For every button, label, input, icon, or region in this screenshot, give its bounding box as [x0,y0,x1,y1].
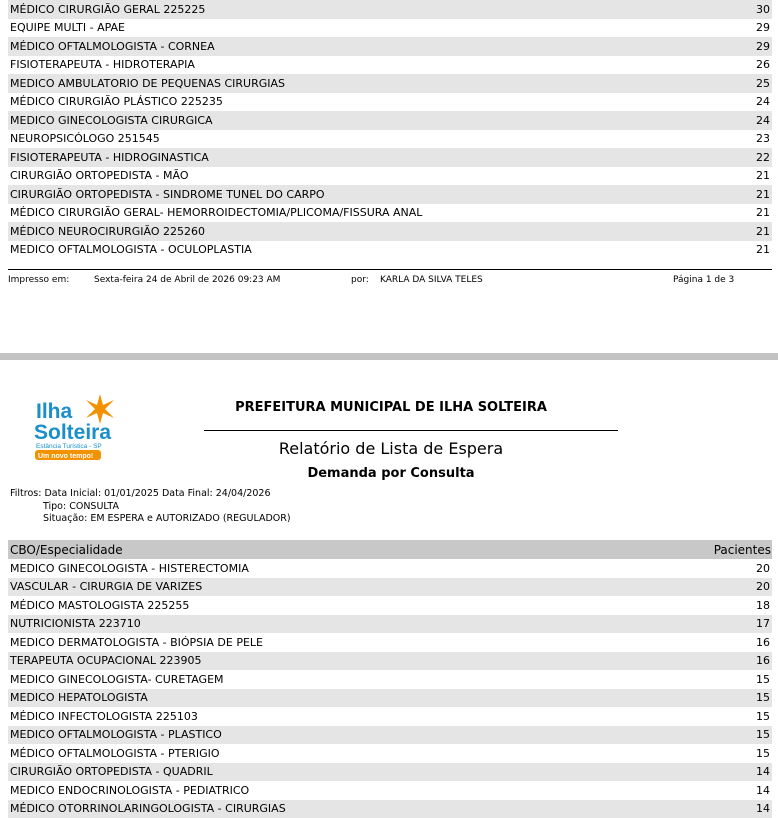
logo-slogan: Um novo tempo! [38,453,93,460]
row-count: 21 [756,169,770,182]
logo-tagline: Estância Turística - SP [36,443,102,450]
table-row [8,241,772,260]
printed-date: Sexta-feira 24 de Abril de 2026 09:23 AM [94,275,280,285]
row-specialty: NEUROPSICÓLOGO 251545 [10,132,160,145]
printed-label: Impresso em: [8,275,69,285]
page2-table [8,559,772,818]
printed-by-label: por: [351,275,369,285]
row-count: 24 [756,114,770,127]
footer-divider [8,269,772,270]
title-divider [204,430,618,431]
row-count: 25 [756,77,770,90]
ilha-solteira-logo [34,393,134,463]
row-count: 14 [756,765,770,778]
table-row [8,596,772,615]
row-specialty: MÉDICO INFECTOLOGISTA 225103 [10,710,198,723]
row-specialty: EQUIPE MULTI - APAE [10,21,125,34]
row-count: 29 [756,21,770,34]
organization-name: PREFEITURA MUNICIPAL DE ILHA SOLTEIRA [204,400,578,415]
row-specialty: CIRURGIÃO ORTOPEDISTA - SINDROME TUNEL DO CARPO [10,188,325,201]
row-count: 21 [756,188,770,201]
table-row [8,111,772,130]
row-specialty: MEDICO GINECOLOGISTA CIRURGICA [10,114,213,127]
row-count: 15 [756,747,770,760]
table-row [8,578,772,597]
row-count: 24 [756,95,770,108]
row-count: 18 [756,599,770,612]
row-specialty: MÉDICO CIRURGIÃO PLÁSTICO 225235 [10,95,223,108]
row-specialty: MÉDICO CIRURGIÃO GERAL 225225 [10,3,205,16]
row-specialty: MEDICO OFTALMOLOGISTA - OCULOPLASTIA [10,243,252,256]
report-subtitle: Demanda por Consulta [204,466,578,481]
printed-by-user: KARLA DA SILVA TELES [380,275,483,285]
row-count: 26 [756,58,770,71]
row-count: 17 [756,617,770,630]
row-specialty: NUTRICIONISTA 223710 [10,617,141,630]
row-specialty: MEDICO ENDOCRINOLOGISTA - PEDIATRICO [10,784,249,797]
table-row [8,781,772,800]
row-specialty: MEDICO HEPATOLOGISTA [10,691,148,704]
table-row [8,222,772,241]
sun-icon [86,394,114,424]
row-count: 15 [756,691,770,704]
row-specialty: FISIOTERAPEUTA - HIDROGINASTICA [10,151,209,164]
table-row [8,148,772,167]
row-specialty: MÉDICO OTORRINOLARINGOLOGISTA - CIRURGIAS [10,802,286,815]
row-specialty: MÉDICO NEUROCIRURGIÃO 225260 [10,225,205,238]
table-row [8,633,772,652]
table-row [8,93,772,112]
column-header-patients: Pacientes [714,543,771,557]
row-specialty: MEDICO DERMATOLOGISTA - BIÓPSIA DE PELE [10,636,263,649]
row-specialty: TERAPEUTA OCUPACIONAL 223905 [10,654,202,667]
row-count: 16 [756,636,770,649]
table-row [8,670,772,689]
table-row [8,130,772,149]
row-count: 30 [756,3,770,16]
table-row [8,800,772,818]
row-count: 20 [756,580,770,593]
row-specialty: VASCULAR - CIRURGIA DE VARIZES [10,580,202,593]
row-count: 14 [756,784,770,797]
filter-dates: Filtros: Data Inicial: 01/01/2025 Data Final: 24/04/2026 [10,488,291,501]
table-row [8,56,772,75]
table-row [8,707,772,726]
row-count: 15 [756,728,770,741]
row-specialty: CIRURGIÃO ORTOPEDISTA - MÃO [10,169,189,182]
row-specialty: FISIOTERAPEUTA - HIDROTERAPIA [10,58,195,71]
table-row [8,19,772,38]
report-filters [10,488,291,526]
table-row [8,615,772,634]
column-header-specialty: CBO/Especialidade [10,543,123,557]
table-row [8,652,772,671]
row-count: 14 [756,802,770,815]
row-specialty: MÉDICO MASTOLOGISTA 225255 [10,599,189,612]
row-count: 20 [756,562,770,575]
row-count: 22 [756,151,770,164]
row-count: 16 [756,654,770,667]
table-row [8,185,772,204]
table-row [8,763,772,782]
table-row [8,167,772,186]
table-row [8,689,772,708]
row-specialty: MÉDICO CIRURGIÃO GERAL- HEMORROIDECTOMIA/PLICOMA/FISSURA ANAL [10,206,422,219]
table-row [8,559,772,578]
row-count: 23 [756,132,770,145]
row-specialty: CIRURGIÃO ORTOPEDISTA - QUADRIL [10,765,213,778]
row-specialty: MEDICO GINECOLOGISTA - HISTERECTOMIA [10,562,249,575]
table-header [8,540,772,559]
table-row [8,726,772,745]
row-count: 21 [756,243,770,256]
row-count: 15 [756,673,770,686]
row-count: 15 [756,710,770,723]
report-title: Relatório de Lista de Espera [204,439,578,458]
page-number: Página 1 de 3 [673,275,734,285]
table-row [8,74,772,93]
table-row [8,744,772,763]
row-count: 21 [756,206,770,219]
row-specialty: MÉDICO OFTALMOLOGISTA - CORNEA [10,40,215,53]
row-count: 29 [756,40,770,53]
table-row [8,37,772,56]
table-row [8,204,772,223]
row-count: 21 [756,225,770,238]
page-separator [0,353,778,360]
logo-word-solteira: Solteira [34,421,111,444]
table-row [8,0,772,19]
page1-table [8,0,772,259]
row-specialty: MEDICO OFTALMOLOGISTA - PLASTICO [10,728,222,741]
row-specialty: MEDICO AMBULATORIO DE PEQUENAS CIRURGIAS [10,77,285,90]
filter-type: Tipo: CONSULTA [10,501,291,514]
row-specialty: MÉDICO OFTALMOLOGISTA - PTERIGIO [10,747,220,760]
filter-status: Situação: EM ESPERA e AUTORIZADO (REGULADOR) [10,513,291,526]
row-specialty: MEDICO GINECOLOGISTA- CURETAGEM [10,673,224,686]
logo-word-ilha: Ilha [36,400,72,423]
